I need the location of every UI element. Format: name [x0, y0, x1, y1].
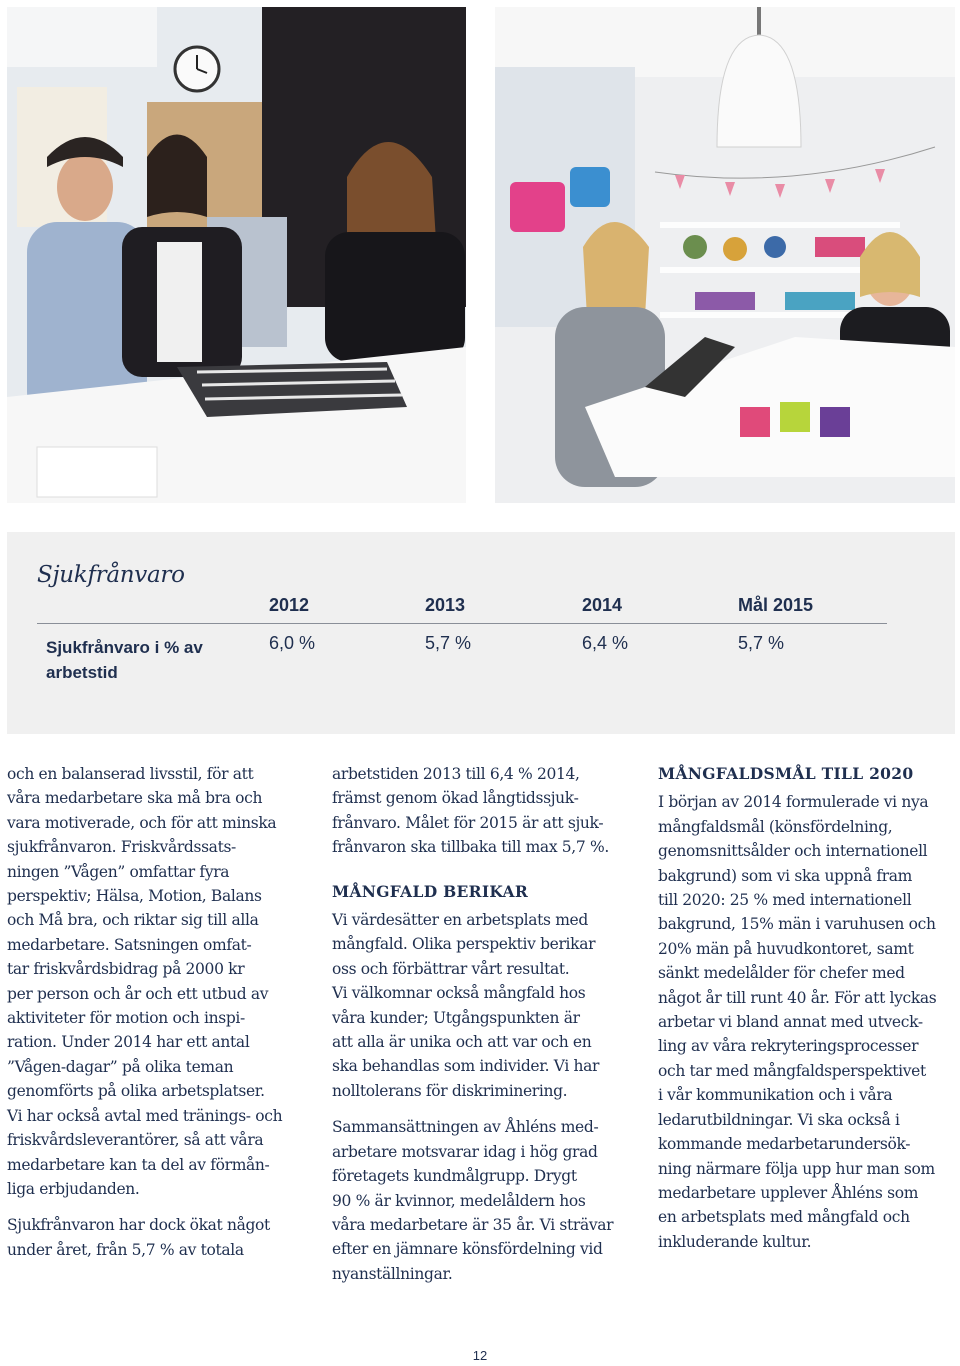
- text-line: 90 % är kvinnor, medelåldern hos: [332, 1191, 586, 1210]
- text-line: ningen ”Vågen” omfattar fyra: [7, 862, 230, 881]
- text-line: något år till runt 40 år. För att lyckas: [658, 988, 937, 1007]
- text-line: genomförts på olika arbetsplatser.: [7, 1082, 265, 1101]
- text-line: till 2020: 25 % med internationell: [658, 891, 912, 910]
- text-line: tar friskvårdsbidrag på 2000 kr: [7, 960, 245, 979]
- text-line: att alla är unika och att var och en: [332, 1033, 592, 1052]
- paragraph: [332, 1115, 632, 1286]
- text-line: ration. Under 2014 har ett antal: [7, 1033, 250, 1052]
- text-line: främst genom ökad långtidssjuk-: [332, 789, 579, 808]
- value-goal-2015: 5,7 %: [738, 633, 785, 653]
- text-line: mångfald. Olika perspektiv berikar: [332, 935, 596, 954]
- year-2014: 2014: [582, 595, 623, 615]
- text-line: liga erbjudanden.: [7, 1179, 140, 1198]
- text-line: ning närmare följa upp hur man som: [658, 1159, 935, 1178]
- text-line: Sammansättningen av Åhléns med-: [332, 1118, 599, 1137]
- text-line: under året, från 5,7 % av totala: [7, 1240, 244, 1259]
- photo-tailoring-team: [7, 7, 466, 503]
- text-line: 20% män på huvudkontoret, samt: [658, 939, 914, 958]
- paragraph: [332, 762, 632, 860]
- year-goal-2015: Mål 2015: [738, 595, 814, 615]
- text-column-left: [7, 762, 307, 1274]
- text-line: medarbetare kan ta del av förmån-: [7, 1155, 270, 1174]
- paragraph: [7, 1213, 307, 1262]
- text-line: mångfaldsmål (könsfördelning,: [658, 817, 893, 836]
- text-line: sjukfrånvaron. Friskvårdssats-: [7, 838, 236, 857]
- paragraph: [7, 762, 307, 1201]
- text-line: sänkt medelålder för chefer med: [658, 964, 905, 983]
- text-line: våra medarbetare ska må bra och: [7, 789, 263, 808]
- text-line: Vi har också avtal med tränings- och: [7, 1106, 283, 1125]
- text-line: I början av 2014 formulerade vi nya: [658, 793, 929, 812]
- text-line: vara motiverade, och för att minska: [7, 813, 277, 832]
- section-heading: MÅNGFALD BERIKAR: [332, 881, 529, 901]
- text-line: bakgrund, 15% män i varuhusen och: [658, 915, 936, 934]
- text-line: arbetar vi bland annat med utveck-: [658, 1013, 923, 1032]
- text-line: en arbetsplats med mångfald och: [658, 1208, 910, 1227]
- text-line: ska behandlas som individer. Vi har: [332, 1057, 600, 1076]
- page-number: 12: [472, 1348, 488, 1363]
- year-2013: 2013: [425, 595, 466, 615]
- text-line: arbetstiden 2013 till 6,4 % 2014,: [332, 765, 580, 783]
- text-line: aktiviteter för motion och inspi-: [7, 1009, 245, 1028]
- text-line: frånvaron ska tillbaka till max 5,7 %.: [332, 838, 609, 857]
- text-line: och en balanserad livsstil, för att: [7, 765, 254, 783]
- photo-office-meeting: [495, 7, 955, 503]
- text-line: perspektiv; Hälsa, Motion, Balans: [7, 887, 262, 906]
- text-line: efter en jämnare könsfördelning vid: [332, 1240, 603, 1259]
- text-line: nolltolerans för diskriminering.: [332, 1081, 568, 1100]
- text-line: och tar med mångfaldsperspektivet: [658, 1061, 926, 1080]
- value-2014: 6,4 %: [582, 633, 629, 653]
- value-2012: 6,0 %: [269, 633, 316, 653]
- text-line: arbetare motsvarar idag i hög grad: [332, 1142, 598, 1161]
- panel-title: Sjukfrånvaro: [37, 562, 185, 588]
- value-2013: 5,7 %: [425, 633, 472, 653]
- text-line: våra medarbetare är 35 år. Vi strävar: [332, 1215, 614, 1234]
- row-label: Sjukfrånvaro i % av arbetstid: [46, 638, 203, 682]
- paragraph: [332, 908, 632, 1103]
- text-line: inkluderande kultur.: [658, 1232, 812, 1251]
- text-line: ledarutbildningar. Vi ska också i: [658, 1110, 900, 1129]
- panel-divider: [37, 623, 887, 624]
- text-line: frånvaro. Målet för 2015 är att sjuk-: [332, 813, 604, 832]
- year-2012: 2012: [269, 595, 310, 615]
- text-line: friskvårdsleverantörer, så att våra: [7, 1131, 264, 1150]
- text-line: ling av våra rekryteringsprocesser: [658, 1037, 919, 1056]
- text-line: bakgrund) som vi ska uppnå fram: [658, 866, 913, 885]
- sick-leave-panel: [7, 532, 955, 734]
- text-line: per person och år och ett utbud av: [7, 984, 269, 1003]
- text-line: i vår kommunikation och i våra: [658, 1086, 893, 1105]
- paragraph: [658, 790, 958, 1254]
- text-line: Sjukfrånvaron har dock ökat något: [7, 1216, 270, 1235]
- section-heading: MÅNGFALDSMÅL TILL 2020: [658, 764, 914, 783]
- photo-office-illustration: [495, 7, 955, 503]
- text-line: medarbetare upplever Åhléns som: [658, 1183, 919, 1202]
- text-line: och Må bra, och riktar sig till alla: [7, 911, 259, 930]
- text-line: Vi välkomnar också mångfald hos: [332, 984, 586, 1003]
- text-line: våra kunder; Utgångspunkten är: [332, 1008, 580, 1027]
- text-line: medarbetare. Satsningen omfat-: [7, 935, 252, 954]
- text-line: ”Vågen-dagar” på olika teman: [7, 1057, 234, 1076]
- text-line: genomsnittsålder och internationell: [658, 842, 928, 861]
- text-line: företagets kundmålgrupp. Drygt: [332, 1167, 577, 1186]
- text-line: Vi värdesätter en arbetsplats med: [332, 911, 588, 930]
- text-column-right: [658, 762, 958, 1266]
- text-line: oss och förbättrar vårt resultat.: [332, 959, 570, 978]
- text-line: nyanställningar.: [332, 1264, 453, 1283]
- text-line: kommande medarbetarundersök-: [658, 1135, 911, 1154]
- photo-tailoring-illustration: [7, 7, 466, 503]
- text-column-middle: [332, 762, 632, 1298]
